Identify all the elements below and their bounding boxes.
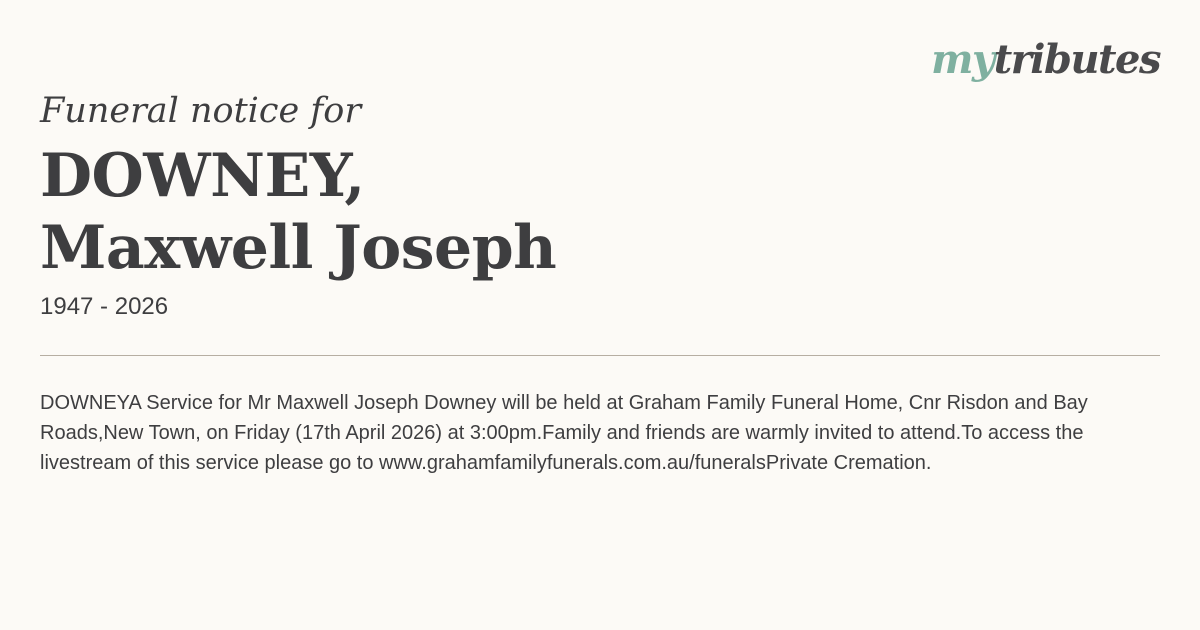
divider xyxy=(40,355,1160,356)
life-years: 1947 - 2026 xyxy=(40,293,169,320)
deceased-surname: DOWNEY, xyxy=(40,141,365,211)
logo-suffix: tributes xyxy=(993,36,1160,83)
mytributes-logo[interactable] xyxy=(931,34,1160,86)
notice-label: Funeral notice for xyxy=(40,91,362,131)
deceased-given-names: Maxwell Joseph xyxy=(40,213,557,283)
logo-prefix: my xyxy=(931,36,994,83)
notice-body: DOWNEYA Service for Mr Maxwell Joseph Downey will be held at Graham Family Funeral Home, Cnr Risdon and Bay Roads,New Town, on Friday (17th April 2026) at 3:00pm.Family and friends are warmly invited to attend.To access the livestream of this service please go to www.grahamfamilyfunerals.com.au/funeralsPrivate Cremation. xyxy=(40,392,1088,474)
deceased-name xyxy=(40,140,556,284)
